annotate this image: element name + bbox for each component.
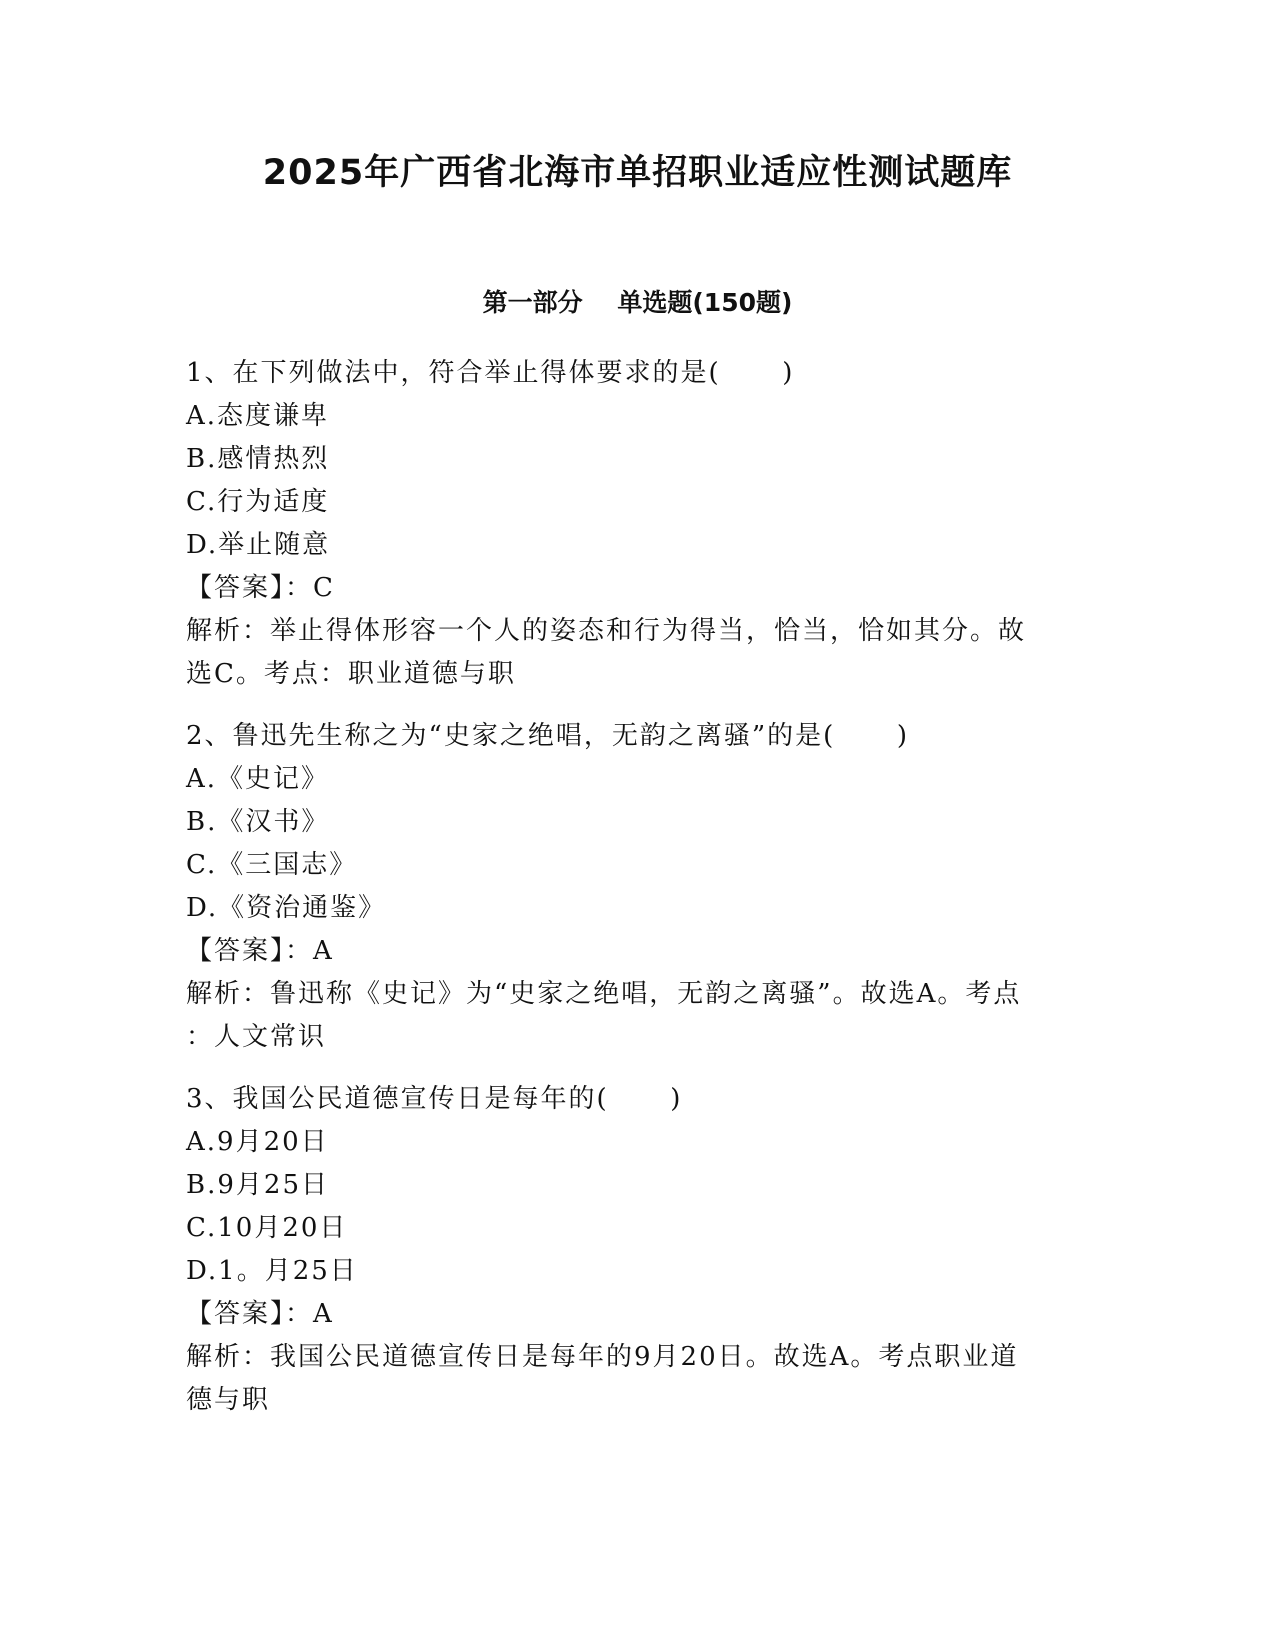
option-c: C.10月20日 [186, 1213, 348, 1243]
answer: 【答案】：A [186, 1299, 334, 1329]
question-2 [186, 715, 1086, 1059]
explanation-line: 解析：我国公民道德宣传日是每年的9月20日。故选A。考点职业道 [186, 1342, 1019, 1372]
explanation-line: 解析：举止得体形容一个人的姿态和行为得当，恰当，恰如其分。故 [186, 616, 1027, 646]
option-c: C.《三国志》 [186, 850, 358, 880]
option-b: B.9月25日 [186, 1170, 329, 1200]
option-b: B.《汉书》 [186, 807, 330, 837]
question-1 [186, 352, 1086, 696]
question-stem: 3、我国公民道德宣传日是每年的( ) [186, 1084, 683, 1114]
option-d: D.举止随意 [186, 530, 331, 560]
option-c: C.行为适度 [186, 487, 330, 517]
option-a: A.9月20日 [186, 1127, 329, 1157]
explanation-line: 解析：鲁迅称《史记》为“史家之绝唱，无韵之离骚”。故选A。考点 [186, 979, 1022, 1009]
section-title: 第一部分 单选题(150题) [482, 288, 793, 317]
answer: 【答案】：A [186, 936, 334, 966]
question-stem: 1、在下列做法中，符合举止得体要求的是( ) [186, 358, 795, 388]
option-b: B.感情热烈 [186, 444, 330, 474]
question-3 [186, 1078, 1086, 1422]
explanation-line: ：人文常识 [186, 1022, 327, 1052]
option-a: A.态度谦卑 [186, 401, 330, 431]
option-a: A.《史记》 [186, 764, 330, 794]
explanation-line: 德与职 [186, 1385, 271, 1415]
answer: 【答案】：C [186, 573, 335, 603]
document-title: 2025年广西省北海市单招职业适应性测试题库 [262, 153, 1013, 193]
option-d: D.《资治通鉴》 [186, 893, 387, 923]
explanation-line: 选C。考点：职业道德与职 [186, 659, 516, 689]
question-stem: 2、鲁迅先生称之为“史家之绝唱，无韵之离骚”的是( ) [186, 721, 910, 751]
option-d: D.1。月25日 [186, 1256, 358, 1286]
question-list [186, 352, 1086, 1441]
